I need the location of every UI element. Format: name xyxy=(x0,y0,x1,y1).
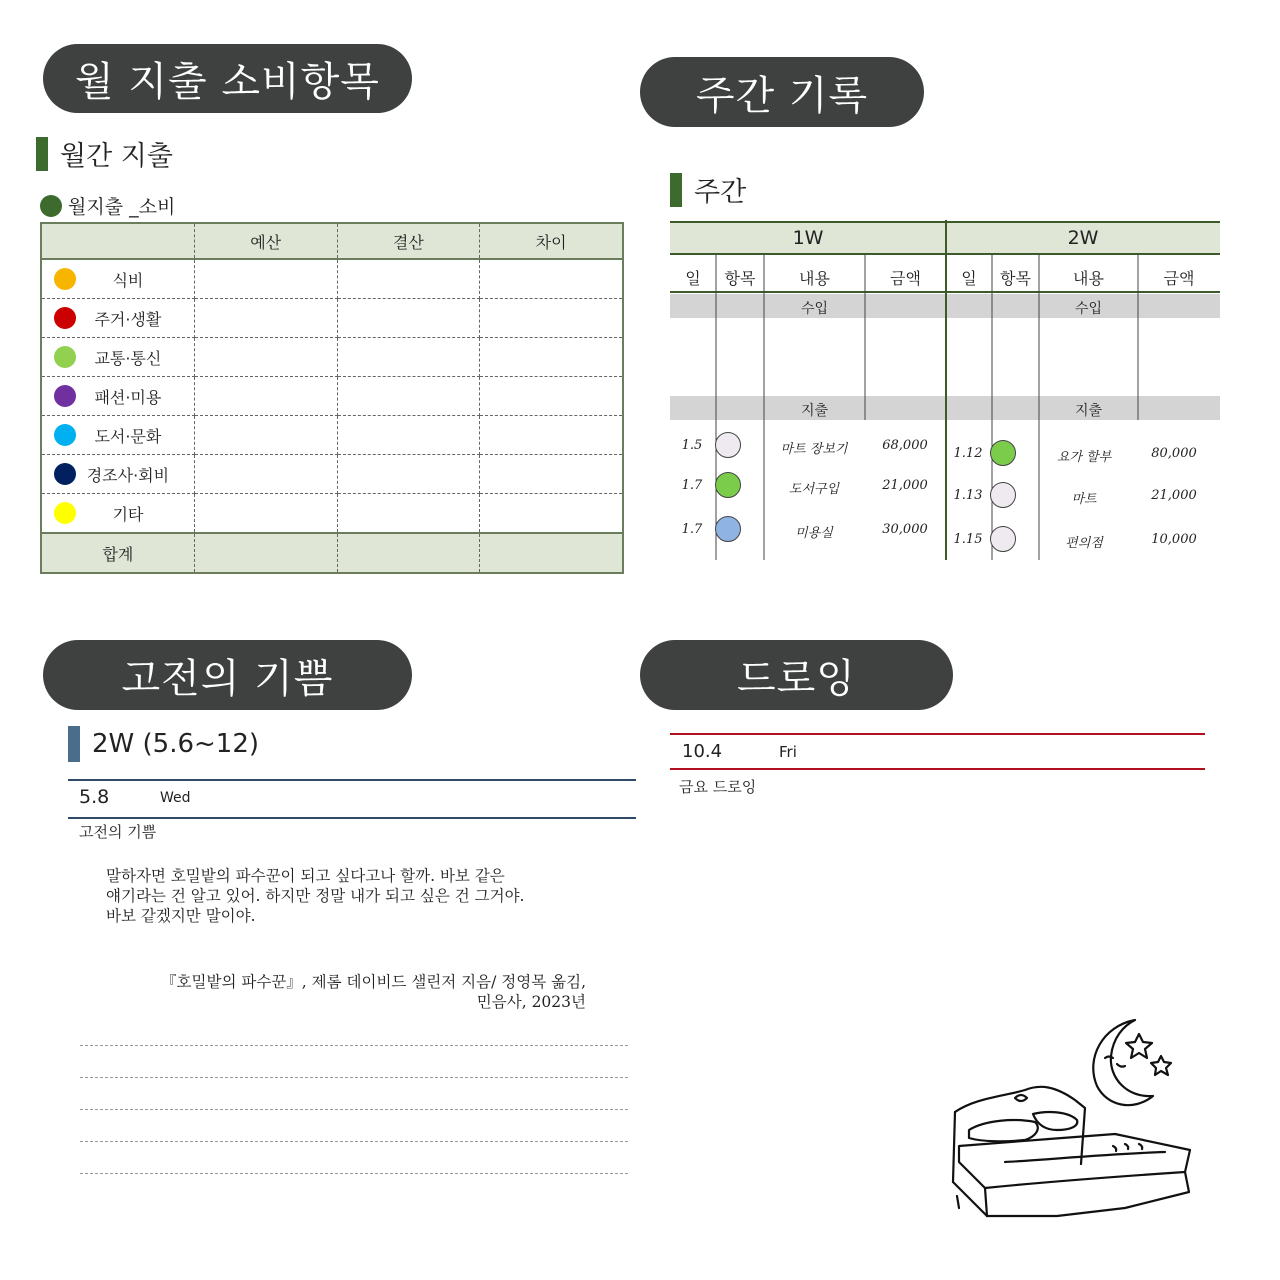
category-color-icon xyxy=(54,346,76,368)
entry-category-icon xyxy=(715,472,741,498)
weekly-title: 주간 기록 xyxy=(695,72,869,119)
category-label: 기타 xyxy=(112,504,144,524)
difference-cell[interactable] xyxy=(480,455,623,494)
section-marker xyxy=(36,137,48,171)
monthly-subsection-heading xyxy=(40,192,175,219)
monthly-title: 월 지출 소비항목 xyxy=(75,59,380,105)
w2-col-item: 항목 xyxy=(1000,269,1031,288)
w1-income-label: 수입 xyxy=(800,301,829,317)
category-label: 교통·통신 xyxy=(94,348,162,368)
entry-category-icon xyxy=(990,440,1016,466)
w2-col-content: 내용 xyxy=(1073,269,1104,288)
weekly-section-title: 주간 xyxy=(694,177,747,208)
settlement-cell[interactable] xyxy=(337,416,480,455)
difference-cell[interactable] xyxy=(480,494,623,534)
writing-line[interactable] xyxy=(80,1141,628,1142)
entry-day: 1.15 xyxy=(953,532,983,547)
classic-date-row xyxy=(68,779,636,819)
citation-line: 『호밀밭의 파수꾼』, 제롬 데이비드 샐린저 지음/ 정영목 옮김, xyxy=(161,973,586,991)
difference-cell[interactable] xyxy=(480,299,623,338)
classic-quote xyxy=(106,866,576,926)
difference-cell[interactable] xyxy=(480,377,623,416)
week-1-label: 1W xyxy=(792,227,824,249)
budget-cell[interactable] xyxy=(194,299,337,338)
classic-section-heading xyxy=(68,726,259,762)
citation-line: 민음사, 2023년 xyxy=(476,993,586,1011)
header-blank xyxy=(41,223,194,259)
entry-content: 마트 장보기 xyxy=(780,442,848,457)
table-row xyxy=(41,299,623,338)
writing-line[interactable] xyxy=(80,1077,628,1078)
classic-title-pill xyxy=(43,640,412,710)
classic-title: 고전의 기쁨 xyxy=(121,655,334,702)
section-marker xyxy=(670,173,682,207)
quote-line: 얘기라는 건 알고 있어. 하지만 정말 내가 되고 싶은 건 그거야. xyxy=(106,887,525,905)
bullet-icon xyxy=(40,195,62,217)
entry-category-icon xyxy=(715,432,741,458)
weekly-table xyxy=(670,220,1220,560)
budget-cell[interactable] xyxy=(194,455,337,494)
category-label: 도서·문화 xyxy=(94,426,162,446)
settlement-cell[interactable] xyxy=(337,455,480,494)
w1-col-amount: 금액 xyxy=(890,269,921,288)
category-cell xyxy=(41,338,194,377)
monthly-section-title: 월간 지출 xyxy=(60,141,173,172)
entry-amount: 68,000 xyxy=(882,438,928,453)
w2-income-label: 수입 xyxy=(1074,301,1103,317)
monthly-budget-table xyxy=(40,222,624,574)
budget-cell[interactable] xyxy=(194,494,337,534)
weekly-section-heading xyxy=(670,170,746,209)
header-difference: 차이 xyxy=(480,223,623,259)
w2-expense-label: 지출 xyxy=(1074,403,1103,419)
difference-cell[interactable] xyxy=(480,416,623,455)
entry-category-icon xyxy=(715,516,741,542)
table-row xyxy=(41,455,623,494)
table-row xyxy=(41,259,623,299)
category-cell xyxy=(41,494,194,534)
category-label: 주거·생활 xyxy=(94,309,162,329)
total-settlement-cell[interactable] xyxy=(337,533,480,573)
classic-week-range: 2W (5.6~12) xyxy=(92,729,260,759)
entry-amount: 30,000 xyxy=(882,522,928,537)
category-label: 식비 xyxy=(112,270,144,290)
category-color-icon xyxy=(54,268,76,290)
settlement-cell[interactable] xyxy=(337,494,480,534)
w1-col-content: 내용 xyxy=(799,269,830,288)
category-cell xyxy=(41,259,194,299)
category-label: 패션·미용 xyxy=(94,387,162,407)
header-budget: 예산 xyxy=(194,223,337,259)
category-cell xyxy=(41,416,194,455)
entry-day: 1.7 xyxy=(681,522,703,537)
total-label: 합계 xyxy=(41,533,194,573)
entry-content: 요가 할부 xyxy=(1056,450,1112,465)
budget-cell[interactable] xyxy=(194,416,337,455)
w1-expense-label: 지출 xyxy=(800,403,829,419)
writing-line[interactable] xyxy=(80,1173,628,1174)
difference-cell[interactable] xyxy=(480,338,623,377)
w2-col-day: 일 xyxy=(961,269,977,288)
quote-line: 바보 같겠지만 말이야. xyxy=(106,907,256,925)
budget-cell[interactable] xyxy=(194,259,337,299)
w2-col-amount: 금액 xyxy=(1163,269,1195,288)
settlement-cell[interactable] xyxy=(337,338,480,377)
category-color-icon xyxy=(54,385,76,407)
header-settlement: 결산 xyxy=(337,223,480,259)
quote-line: 말하자면 호밀밭의 파수꾼이 되고 싶다고나 할까. 바보 같은 xyxy=(106,867,505,885)
writing-line[interactable] xyxy=(80,1109,628,1110)
drawing-title: 드로잉 xyxy=(737,655,856,702)
table-row xyxy=(41,377,623,416)
monthly-section-heading xyxy=(36,134,173,173)
settlement-cell[interactable] xyxy=(337,377,480,416)
w1-col-item: 항목 xyxy=(724,269,756,288)
monthly-title-pill xyxy=(43,44,412,113)
classic-date: 5.8 xyxy=(79,786,110,808)
entry-content: 마트 xyxy=(1071,492,1097,507)
entry-amount: 21,000 xyxy=(882,478,928,493)
monthly-subsection-title: 월지출 _소비 xyxy=(68,196,176,218)
w1-col-day: 일 xyxy=(685,269,701,288)
total-difference-cell[interactable] xyxy=(480,533,623,573)
category-label: 경조사·회비 xyxy=(86,465,170,485)
section-marker xyxy=(68,726,80,762)
table-row xyxy=(41,494,623,534)
category-cell xyxy=(41,377,194,416)
entry-day: 1.5 xyxy=(681,438,703,453)
entry-day: 1.12 xyxy=(953,446,983,461)
total-budget-cell[interactable] xyxy=(194,533,337,573)
entry-category-icon xyxy=(990,482,1016,508)
entry-amount: 80,000 xyxy=(1151,446,1197,461)
category-color-icon xyxy=(54,307,76,329)
bed-moon-illustration xyxy=(945,1012,1205,1222)
category-color-icon xyxy=(54,502,76,524)
category-cell xyxy=(41,299,194,338)
drawing-title-pill xyxy=(640,640,953,710)
settlement-cell[interactable] xyxy=(337,299,480,338)
difference-cell[interactable] xyxy=(480,259,623,299)
entry-content: 도서구입 xyxy=(788,482,840,497)
drawing-label: 금요 드로잉 xyxy=(679,778,757,796)
drawing-weekday: Fri xyxy=(779,743,797,761)
drawing-date-row xyxy=(670,733,1205,770)
entry-content: 미용실 xyxy=(795,526,833,541)
week-2-label: 2W xyxy=(1067,227,1099,249)
category-cell xyxy=(41,455,194,494)
settlement-cell[interactable] xyxy=(337,259,480,299)
category-color-icon xyxy=(54,424,76,446)
entry-day: 1.13 xyxy=(953,488,983,503)
classic-weekday: Wed xyxy=(160,790,191,806)
entry-category-icon xyxy=(990,526,1016,552)
entry-content: 편의점 xyxy=(1065,536,1103,551)
entry-amount: 21,000 xyxy=(1151,488,1197,503)
table-header-row xyxy=(41,223,623,259)
table-row xyxy=(41,338,623,377)
budget-cell[interactable] xyxy=(194,338,337,377)
classic-citation xyxy=(100,972,586,1012)
entry-amount: 10,000 xyxy=(1151,532,1197,547)
classic-label: 고전의 기쁨 xyxy=(79,823,157,841)
drawing-date: 10.4 xyxy=(682,741,723,762)
table-total-row xyxy=(41,533,623,573)
budget-cell[interactable] xyxy=(194,377,337,416)
weekly-title-pill xyxy=(640,57,924,127)
category-color-icon xyxy=(54,463,76,485)
entry-day: 1.7 xyxy=(681,478,703,493)
writing-line[interactable] xyxy=(80,1045,628,1046)
table-row xyxy=(41,416,623,455)
